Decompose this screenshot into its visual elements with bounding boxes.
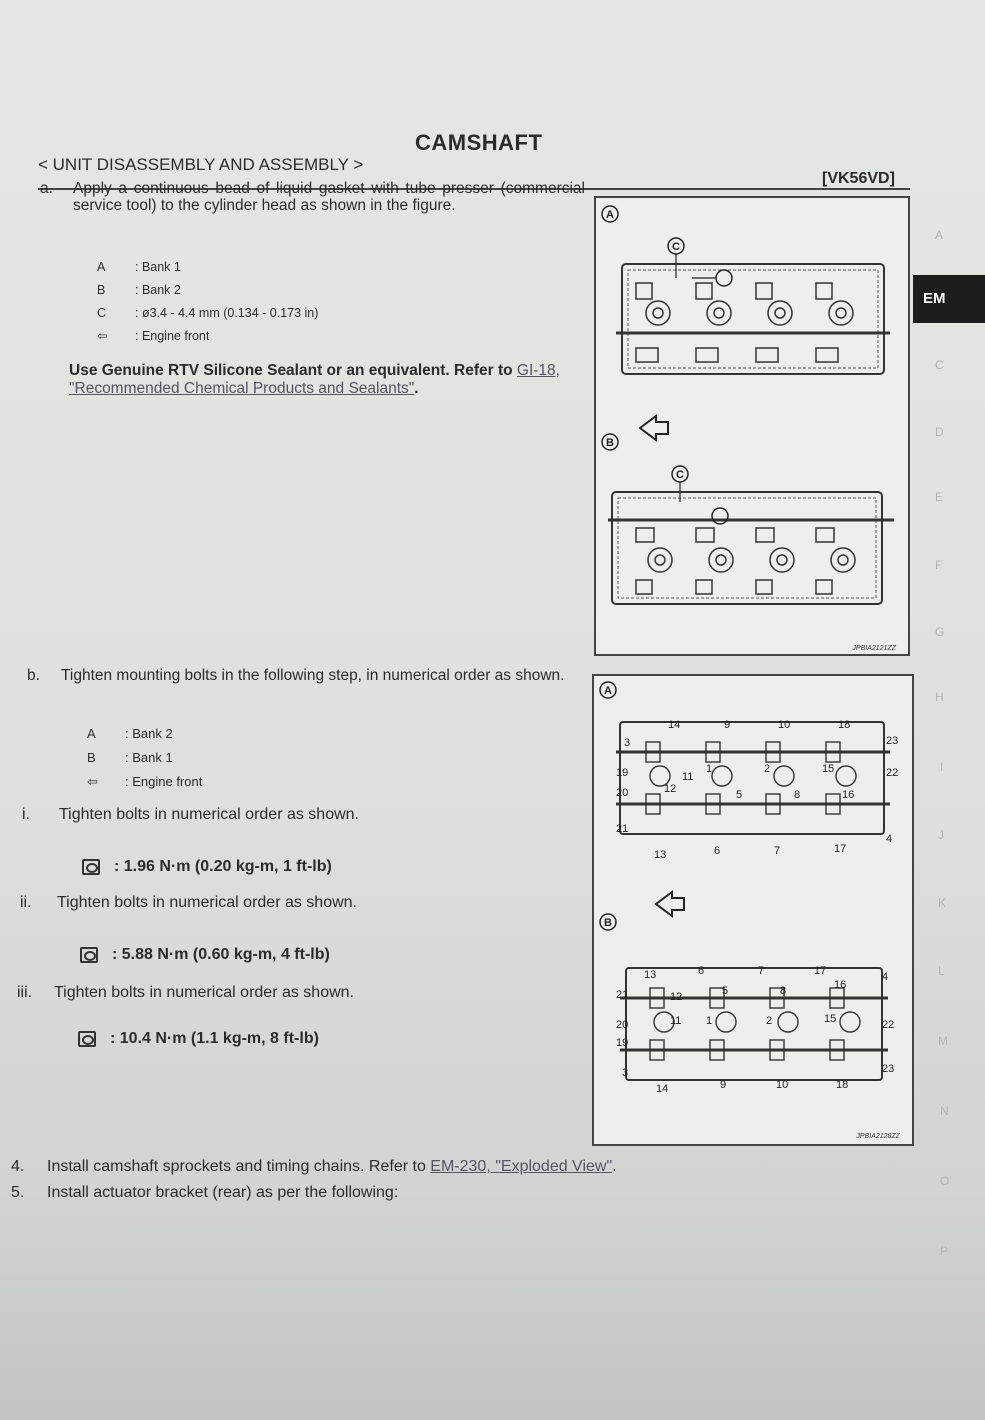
index-letter-f[interactable]: F	[935, 558, 943, 572]
svg-text:14: 14	[668, 719, 681, 731]
fig1-code: JPBIA2121ZZ	[852, 645, 896, 652]
svg-text:10: 10	[776, 1079, 789, 1091]
engine-front-arrow-icon	[656, 892, 684, 916]
index-letter-g[interactable]: G	[935, 625, 945, 639]
svg-text:4: 4	[886, 833, 893, 845]
index-letter-a[interactable]: A	[935, 228, 944, 242]
svg-text:7: 7	[758, 965, 765, 977]
svg-text:21: 21	[616, 989, 629, 1001]
index-letter-l[interactable]: L	[938, 964, 945, 978]
step-5-text: Install actuator bracket (rear) as per the following:	[47, 1184, 399, 1201]
legend-row-a: A : Bank 1	[97, 260, 181, 274]
svg-text:8: 8	[780, 985, 787, 997]
svg-text:13: 13	[654, 849, 667, 861]
step-5-marker: 5.	[11, 1184, 25, 1201]
svg-text:23: 23	[886, 735, 899, 747]
torque-spec-2: : 5.88 N·m (0.60 kg-m, 4 ft-lb)	[80, 946, 330, 964]
section-tab-em[interactable]: EM	[913, 275, 985, 323]
legend-row-a: A : Bank 2	[87, 726, 173, 741]
svg-text:9: 9	[720, 1079, 727, 1091]
index-letter-n[interactable]: N	[940, 1104, 949, 1118]
svg-text:14: 14	[656, 1083, 669, 1095]
step-4-text: Install camshaft sprockets and timing chains. Refer to EM-230, "Exploded View".	[47, 1158, 617, 1175]
fig1-label-b: B	[606, 437, 614, 449]
bolt-order-diagram	[594, 676, 912, 1144]
substep-ii-text: Tighten bolts in numerical order as shown.	[57, 894, 357, 911]
legend-row-b: B : Bank 1	[87, 750, 173, 765]
step-a-marker: a.	[40, 180, 53, 197]
sealant-note: Use Genuine RTV Silicone Sealant or an equivalent. Refer to GI-18, "Recommended Chemical Products and Sealants".	[69, 362, 560, 397]
torque-wrench-icon	[78, 1031, 96, 1047]
svg-text:18: 18	[836, 1079, 849, 1091]
svg-text:6: 6	[698, 965, 705, 977]
substep-iii-marker: iii.	[17, 984, 33, 1001]
step-b-text: Tighten mounting bolts in the following step, in numerical order as shown.	[61, 667, 565, 684]
svg-text:1: 1	[706, 1015, 713, 1027]
step-a-text: Apply a continuous bead of liquid gasket with tube presser (commercial service tool) to the cylinder head as shown in the figure.	[73, 180, 585, 214]
substep-i-text: Tighten bolts in numerical order as shown.	[59, 806, 359, 823]
engine-front-arrow-icon: ⇦	[87, 774, 98, 789]
svg-text:20: 20	[616, 787, 629, 799]
fig2-code: JPBIA2128ZZ	[856, 1133, 900, 1140]
svg-text:2: 2	[764, 763, 771, 775]
fig1-label-a: A	[606, 209, 614, 221]
fig1-label-c-top: C	[672, 241, 680, 253]
svg-text:8: 8	[794, 789, 801, 801]
gasket-figure	[594, 196, 910, 656]
svg-text:10: 10	[778, 719, 791, 731]
torque-spec-3: : 10.4 N·m (1.1 kg-m, 8 ft-lb)	[78, 1030, 319, 1048]
svg-text:16: 16	[842, 789, 855, 801]
svg-text:11: 11	[670, 1015, 682, 1027]
svg-text:12: 12	[664, 783, 677, 795]
index-letter-p[interactable]: P	[940, 1244, 949, 1258]
svg-text:22: 22	[886, 767, 899, 779]
torque-spec-1: : 1.96 N·m (0.20 kg-m, 1 ft-lb)	[82, 858, 332, 876]
em-230-link[interactable]: EM-230, "Exploded View"	[430, 1158, 613, 1175]
fig1-label-c-bottom: C	[676, 469, 684, 481]
svg-text:5: 5	[736, 789, 743, 801]
svg-text:3: 3	[622, 1067, 629, 1079]
svg-text:3: 3	[624, 737, 631, 749]
index-letter-k[interactable]: K	[938, 896, 947, 910]
torque-wrench-icon	[80, 947, 98, 963]
svg-text:6: 6	[714, 845, 721, 857]
torque-wrench-icon	[82, 859, 100, 875]
page-title: CAMSHAFT	[415, 130, 543, 155]
step-a-legend	[97, 256, 318, 348]
svg-text:19: 19	[616, 767, 629, 779]
svg-text:15: 15	[822, 763, 835, 775]
svg-text:4: 4	[882, 971, 889, 983]
gi-18-link[interactable]: GI-18, "Recommended Chemical Products and Sealants"	[69, 362, 560, 397]
index-letter-j[interactable]: J	[938, 828, 944, 842]
index-letter-h[interactable]: H	[935, 690, 944, 704]
svg-text:9: 9	[724, 719, 731, 731]
legend-row-c: C : ø3.4 - 4.4 mm (0.134 - 0.173 in)	[97, 306, 319, 320]
svg-text:11: 11	[682, 771, 694, 783]
svg-text:2: 2	[766, 1015, 773, 1027]
step-b-marker: b.	[27, 667, 40, 684]
index-letter-d[interactable]: D	[935, 425, 944, 439]
index-letter-e[interactable]: E	[935, 490, 944, 504]
legend-row-front: ⇦ : Engine front	[97, 325, 318, 348]
engine-front-arrow-icon	[640, 416, 668, 440]
step-4-marker: 4.	[11, 1158, 25, 1175]
substep-i-marker: i.	[22, 806, 30, 823]
index-letter-c[interactable]: C	[935, 358, 944, 372]
svg-text:12: 12	[670, 991, 683, 1003]
substep-ii-marker: ii.	[20, 894, 32, 911]
fig2-label-b: B	[604, 917, 612, 929]
section-breadcrumb: < UNIT DISASSEMBLY AND ASSEMBLY >	[38, 155, 364, 174]
index-letter-m[interactable]: M	[938, 1034, 948, 1048]
svg-text:23: 23	[882, 1063, 895, 1075]
gasket-diagram	[596, 198, 908, 654]
svg-text:21: 21	[616, 823, 629, 835]
bolt-order-figure	[592, 674, 914, 1146]
substep-iii-text: Tighten bolts in numerical order as shown.	[54, 984, 354, 1001]
model-code: [VK56VD]	[822, 170, 895, 187]
legend-row-b: B : Bank 2	[97, 283, 181, 297]
svg-text:13: 13	[644, 969, 657, 981]
fig2-label-a: A	[604, 685, 612, 697]
svg-text:17: 17	[814, 965, 827, 977]
engine-front-arrow-icon: ⇦	[97, 329, 108, 343]
svg-text:7: 7	[774, 845, 781, 857]
svg-text:20: 20	[616, 1019, 629, 1031]
svg-text:17: 17	[834, 843, 847, 855]
svg-text:16: 16	[834, 979, 847, 991]
index-letter-i[interactable]: I	[940, 760, 944, 774]
step-b-legend	[87, 722, 202, 794]
legend-row-front: ⇦ : Engine front	[87, 770, 202, 794]
svg-text:18: 18	[838, 719, 851, 731]
svg-text:19: 19	[616, 1037, 629, 1049]
svg-text:1: 1	[706, 763, 713, 775]
svg-text:22: 22	[882, 1019, 895, 1031]
svg-text:15: 15	[824, 1013, 837, 1025]
index-letter-o[interactable]: O	[940, 1174, 950, 1188]
svg-text:5: 5	[722, 985, 729, 997]
